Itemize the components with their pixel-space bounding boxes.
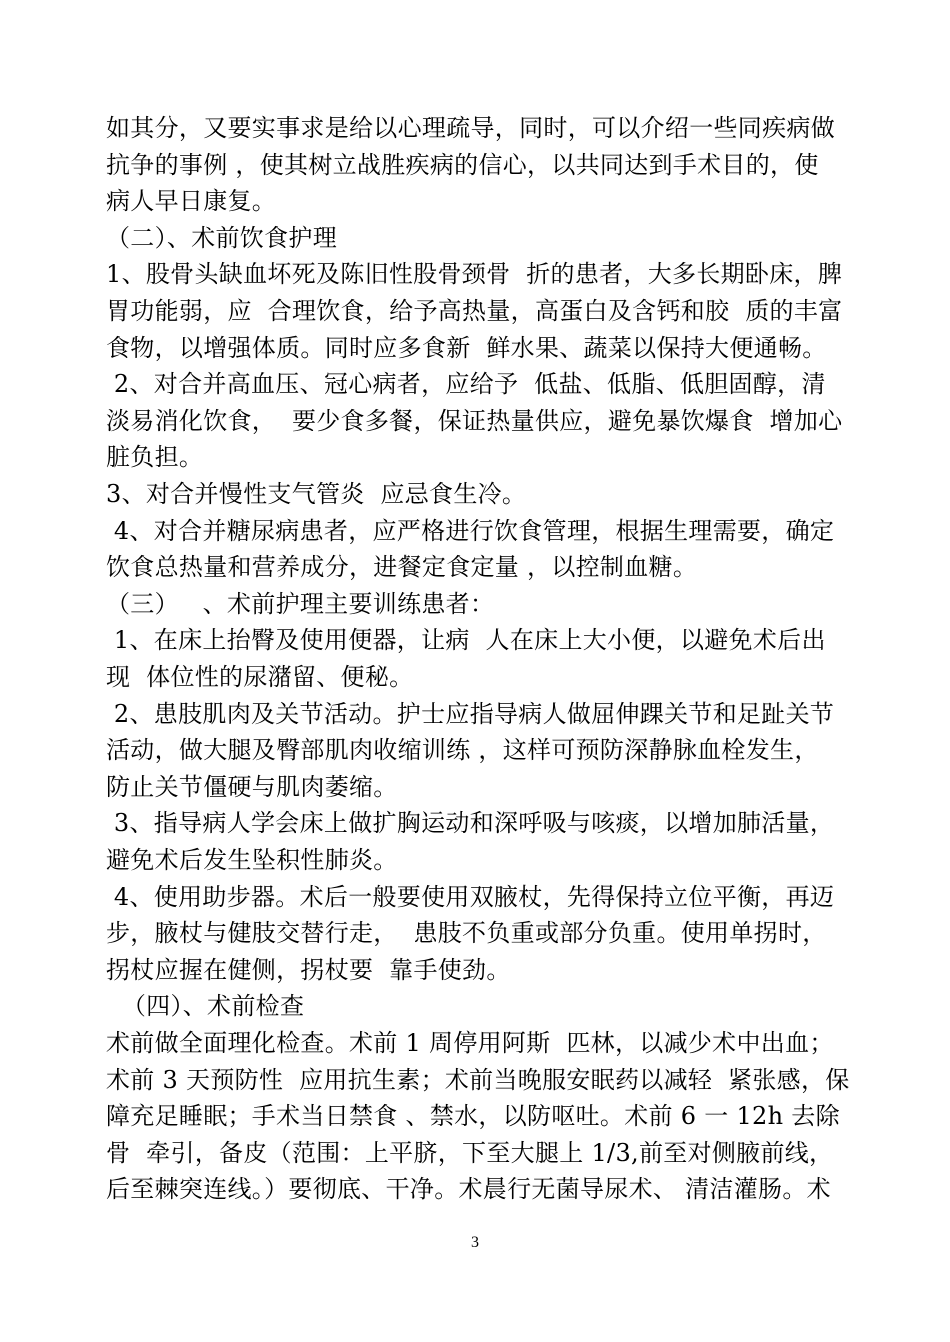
text-line: 防止关节僵硬与肌肉萎缩。 — [106, 772, 398, 801]
text-line: 避免术后发生坠积性肺炎。 — [106, 846, 398, 874]
text-line: 2、患肢肌肉及关节活动。护士应指导病人做屈伸踝关节和足趾关节 — [106, 699, 835, 728]
text-line: （二）、术前饮食护理 — [106, 223, 337, 252]
text-line: 3、指导病人学会床上做扩胸运动和深呼吸与咳痰，以增加肺活量， — [106, 809, 835, 838]
text-line: 4、对合并糖尿病患者，应严格进行饮食管理，根据生理需要，确定 — [106, 516, 835, 545]
text-line: 4、使用助步器。术后一般要使用双腋杖，先得保持立位平衡，再迈 — [106, 882, 835, 911]
text-line: 抗争的事例 ，使其树立战胜疾病的信心，以共同达到手术目的，使 — [106, 150, 819, 179]
text-line: 后至棘突连线。）要彻底、干净。术晨行无菌导尿术、 清洁灌肠。术 — [106, 1175, 831, 1204]
text-line: 术前 3 天预防性 应用抗生素；术前当晚服安眠药以减轻 紧张感，保 — [106, 1065, 850, 1094]
text-line: 3、对合并慢性支气管炎 应忌食生冷。 — [106, 480, 527, 508]
text-line: 饮食总热量和营养成分，进餐定食定量 ，以控制血糖。 — [106, 553, 698, 582]
text-line: 步，腋杖与健肢交替行走， 患肢不负重或部分负重。使用单拐时， — [106, 919, 827, 948]
page-number: 3 — [471, 1234, 479, 1251]
text-line: 1、在床上抬臀及使用便器，让病 人在床上大小便，以避免术后出 — [106, 626, 826, 655]
text-line: （三） 、术前护理主要训练患者： — [106, 589, 495, 618]
text-line: 脏负担。 — [106, 443, 204, 472]
text-line: 2、对合并高血压、冠心病者，应给予 低盐、低脂、低胆固醇，清 — [106, 370, 826, 399]
text-line: 胃功能弱，应 合理饮食，给予高热量，高蛋白及含钙和胶 质的丰富 — [106, 297, 843, 325]
text-line: 如其分，又要实事求是给以心理疏导，同时，可以介绍一些同疾病做 — [106, 114, 835, 142]
text-line: 1、股骨头缺血坏死及陈旧性股骨颈骨 折的患者，大多长期卧床，脾 — [106, 260, 843, 289]
text-line: 食物，以增强体质。同时应多食新 鲜水果、蔬菜以保持大便通畅。 — [106, 333, 827, 362]
text-line: 障充足睡眠；手术当日禁食 、禁水，以防呕吐。术前 6 一 12h 去除 — [106, 1102, 840, 1131]
text-line: 骨 牵引，备皮（范围：上平脐，下至大腿上 1/3,前至对侧腋前线， — [106, 1138, 834, 1167]
text-line: 活动，做大腿及臀部肌肉收缩训练 ，这样可预防深静脉血栓发生， — [106, 736, 819, 765]
text-line: 病人早日康复。 — [106, 187, 277, 216]
text-line: 现 体位性的尿潴留、便秘。 — [106, 663, 414, 691]
text-line: （四）、术前检查 — [106, 992, 305, 1021]
text-line: 拐杖应握在健侧，拐杖要 靠手使劲。 — [106, 955, 511, 984]
text-line: 淡易消化饮食， 要少食多餐，保证热量供应，避免暴饮爆食 增加心 — [106, 406, 843, 435]
text-line: 术前做全面理化检查。术前 1 周停用阿斯 匹林，以减少术中出血； — [106, 1029, 834, 1057]
